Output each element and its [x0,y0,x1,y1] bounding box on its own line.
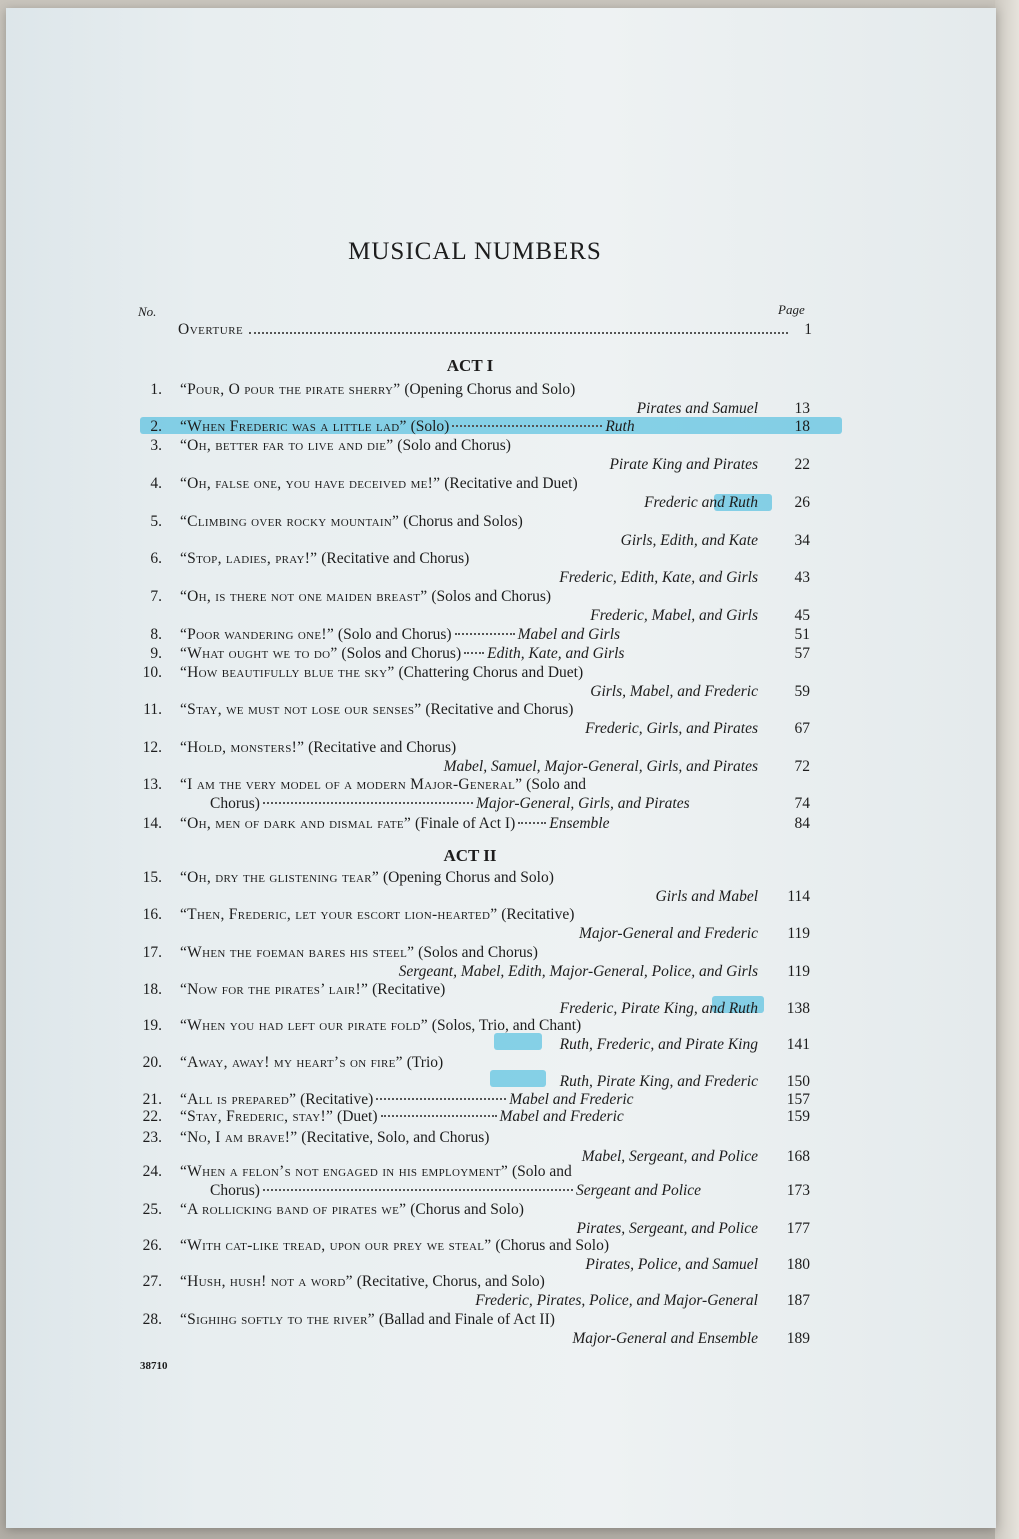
dot-leader [376,1098,506,1100]
entry-performers-line [585,719,758,738]
entry-description: (Solo) [406,418,450,435]
highlight-ruth-20 [490,1070,546,1087]
entry-performers: Pirate King and Pirates [609,456,758,473]
entry-title-line [180,1016,581,1035]
entry-performers: Frederic and Ruth [644,494,758,511]
entry-performers-line [560,999,758,1018]
entry-title-line [180,1310,555,1329]
entry-number: 7. [150,588,162,605]
entry-performers-line [656,887,758,906]
entry-title-line [180,1236,609,1255]
entry-title: “A rollicking band of pirates we” [180,1201,407,1218]
entry-performers-line [399,962,758,981]
entry-title: “When Frederic was a little lad” [180,418,407,435]
entry-performers: Major-General and Ensemble [572,1330,758,1347]
entry-number: 4. [150,475,162,492]
entry-performers: Ensemble [549,815,610,832]
entry-title-line [180,644,624,663]
entry-title: “All is prepared” [180,1091,297,1108]
entry-description: (Solo and [522,776,586,793]
act-2-heading: ACT II [443,846,497,865]
entry-performers: Pirates and Samuel [636,400,758,417]
entry-page: 74 [794,795,810,812]
entry-performers-line [637,399,758,418]
entry-title: “When the foeman bares his steel” [180,944,415,961]
entry-title-line [180,905,574,924]
entry-description: (Solos and Chorus) [337,645,462,662]
entry-performers: Sergeant, Mabel, Edith, Major-General, Police, and Girls [398,963,758,980]
entry-page: 34 [794,532,810,549]
entry-page: 72 [794,758,810,775]
catalog-code: 38710 [140,1360,168,1372]
entry-performers-line [572,1329,758,1348]
entry-title-line [180,512,523,531]
entry-number: 28. [142,1311,162,1328]
entry-performers-line [585,1255,758,1274]
entry-performers-line [579,924,758,943]
entry-number: 2. [150,418,162,435]
entry-performers: Mabel and Frederic [499,1108,624,1125]
entry-title-line [180,943,538,962]
entry-page: 13 [794,400,810,417]
entry-number: 6. [150,550,162,567]
entry-title-line [180,1128,489,1147]
dot-leader [263,1189,573,1191]
entry-continuation: Chorus) [210,795,260,812]
dot-leader [263,802,473,804]
page-edge [995,0,1019,1539]
entry-description: (Ballad and Finale of Act II) [375,1311,555,1328]
entry-performers: Ruth, Pirate King, and Frederic [559,1073,758,1090]
entry-number: 24. [142,1163,162,1180]
entry-number: 23. [142,1129,162,1146]
entry-performers: Pirates, Sergeant, and Police [576,1220,758,1237]
entry-performers-line [560,1035,758,1054]
entry-description: (Recitative) [296,1091,374,1108]
entry-title: “Stop, ladies, pray!” [180,550,318,567]
entry-description: (Recitative and Chorus) [421,701,574,718]
entry-number: 1. [150,381,162,398]
entry-title: “Pour, O pour the pirate sherry” [180,381,401,398]
entry-description: (Recitative) [368,981,446,998]
entry-number: 15. [142,869,162,886]
entry-number: 14. [142,815,162,832]
entry-performers: Major-General, Girls, and Pirates [475,795,690,812]
entry-description: (Opening Chorus and Solo) [379,869,554,886]
entry-number: 12. [142,739,162,756]
entry-page: 177 [786,1220,810,1237]
entry-page: 150 [786,1073,810,1090]
entry-title: “When you had left our pirate fold” [180,1017,428,1034]
dot-leader [381,1115,497,1117]
entry-title-line [180,700,573,719]
entry-performers: Edith, Kate, and Girls [487,645,625,662]
entry-title-line [180,1107,624,1126]
entry-title: “What ought we to do” [180,645,338,662]
entry-description: (Chorus and Solos) [399,513,523,530]
entry-performers: Ruth, Frederic, and Pirate King [559,1036,758,1053]
entry-title: “Oh, false one, you have deceived me!” [180,475,441,492]
entry-title: “Now for the pirates’ lair!” [180,981,369,998]
entry-description: (Recitative) [497,906,575,923]
entry-title-line [180,980,445,999]
dot-leader [518,822,546,824]
entry-performers: Frederic, Mabel, and Girls [590,607,758,624]
entry-page: 57 [794,645,810,662]
entry-performers: Frederic, Edith, Kate, and Girls [559,569,758,586]
entry-title-line [180,436,511,455]
entry-performers: Sergeant and Police [575,1182,702,1199]
entry-title-line [180,1272,545,1291]
entry-number: 21. [142,1091,162,1108]
entry-number: 16. [142,906,162,923]
entry-number: 11. [143,701,162,718]
dot-leader [452,425,602,427]
entry-title: “Climbing over rocky mountain” [180,513,400,530]
entry-performers: Frederic, Pirate King, and Ruth [559,1000,758,1017]
entry-title-line [180,549,469,568]
entry-title-line [180,587,551,606]
entry-description: (Duet) [333,1108,378,1125]
entry-number: 18. [142,981,162,998]
entry-performers-line [475,1291,758,1310]
entry-performers-line [444,757,758,776]
entry-performers-line [621,531,758,550]
entry-title-line [180,1053,443,1072]
entry-title-line [180,625,620,644]
entry-page: 67 [794,720,810,737]
entry-page: 119 [787,963,810,980]
entry-title-line [180,1200,524,1219]
entry-description: (Recitative, Chorus, and Solo) [352,1273,545,1290]
entry-description: (Chattering Chorus and Duet) [394,664,584,681]
entry-title: “Stay, we must not lose our senses” [180,701,422,718]
entry-title-line [180,380,575,399]
entry-performers-line [644,493,758,512]
entry-page: 51 [794,626,810,643]
entry-number: 13. [142,776,162,793]
entry-page: 138 [786,1000,810,1017]
entry-performers: Mabel, Sergeant, and Police [581,1148,758,1165]
entry-page: 189 [786,1330,810,1347]
entry-performers: Mabel and Frederic [509,1091,634,1108]
entry-page: 114 [787,888,810,905]
entry-title: “Oh, better far to live and die” [180,437,394,454]
highlight-ruth-19 [494,1033,542,1050]
entry-title-line [180,775,586,794]
entry-description: (Solo and Chorus) [393,437,511,454]
entry-performers: Ruth [605,418,635,435]
dot-leader [249,321,788,334]
entry-title-line [180,474,578,493]
entry-performers-line [560,1072,758,1091]
entry-title: “Oh, is there not one maiden breast” [180,588,428,605]
column-header-page: Page [778,302,805,317]
entry-performers: Mabel and Girls [517,626,621,643]
entry-description: (Finale of Act I) [411,815,516,832]
entry-continuation: Chorus) [210,1182,260,1199]
entry-performers-line [559,568,758,587]
entry-title: “How beautifully blue the sky” [180,664,395,681]
entry-title-line [180,1162,572,1181]
entry-performers: Girls, Mabel, and Frederic [590,683,758,700]
act-1-heading: ACT I [446,356,494,375]
overture-page: 1 [804,321,812,338]
entry-number: 17. [142,944,162,961]
entry-title: “Stay, Frederic, stay!” [180,1108,334,1125]
entry-title: “Poor wandering one!” [180,626,335,643]
entry-page: 168 [786,1148,810,1165]
entry-title-line [180,738,456,757]
entry-title-line [180,417,635,436]
entry-description: (Chorus and Solo) [491,1237,610,1254]
entry-title-line [180,868,554,887]
entry-title: “Oh, men of dark and dismal fate” [180,815,412,832]
entry-description: (Recitative, Solo, and Chorus) [297,1129,490,1146]
entry-performers: Frederic, Girls, and Pirates [585,720,758,737]
entry-number: 26. [142,1237,162,1254]
entry-number: 25. [142,1201,162,1218]
entry-number: 9. [150,645,162,662]
entry-page: 22 [794,456,810,473]
entry-performers-line [609,455,758,474]
entry-title: “Hold, monsters!” [180,739,305,756]
entry-page: 26 [794,494,810,511]
entry-description: (Trio) [402,1054,444,1071]
entry-number: 10. [142,664,162,681]
entry-number: 8. [150,626,162,643]
entry-page: 59 [794,683,810,700]
entry-title: “When a felon’s not engaged in his employment” [180,1163,509,1180]
entry-page: 159 [786,1108,810,1125]
overture-row [178,321,812,339]
entry-page: 180 [786,1256,810,1273]
entry-title: “Oh, dry the glistening tear” [180,869,380,886]
entry-continuation-line [210,794,690,813]
entry-performers: Pirates, Police, and Samuel [585,1256,758,1273]
entry-description: (Solos, Trio, and Chant) [427,1017,582,1034]
entry-continuation-line [210,1181,701,1200]
entry-page: 45 [794,607,810,624]
entry-description: (Recitative and Chorus) [317,550,470,567]
entry-description: (Opening Chorus and Solo) [400,381,576,398]
entry-title-line [180,814,610,833]
entry-page: 187 [786,1292,810,1309]
entry-title: “Hush, hush! not a word” [180,1273,353,1290]
entry-title: “Then, Frederic, let your escort lion-hearted” [180,906,498,923]
entry-description: (Solo and [508,1163,572,1180]
entry-number: 20. [142,1054,162,1071]
entry-description: (Solo and Chorus) [334,626,452,643]
entry-performers: Girls and Mabel [655,888,758,905]
entry-description: (Solos and Chorus) [427,588,552,605]
overture-label: Overture [178,321,244,338]
entry-description: (Recitative and Chorus) [304,739,457,756]
entry-title: “No, I am brave!” [180,1129,298,1146]
entry-performers: Girls, Edith, and Kate [620,532,758,549]
dot-leader [464,652,484,654]
entry-number: 22. [142,1108,162,1125]
entry-performers-line [590,606,758,625]
entry-page: 141 [786,1036,810,1053]
dot-leader [455,633,515,635]
column-header-no: No. [138,304,157,319]
entry-number: 5. [150,513,162,530]
entry-title-line [180,663,583,682]
entry-performers-line [590,682,758,701]
entry-page: 173 [786,1182,810,1199]
entry-performers: Mabel, Samuel, Major-General, Girls, and Pirates [443,758,758,775]
entry-page: 157 [786,1091,810,1108]
entry-description: (Chorus and Solo) [406,1201,524,1218]
entry-number: 19. [142,1017,162,1034]
page-title: MUSICAL NUMBERS [348,238,602,265]
entry-page: 43 [794,569,810,586]
entry-performers: Major-General and Frederic [578,925,758,942]
entry-page: 18 [794,418,810,435]
entry-performers: Frederic, Pirates, Police, and Major-General [475,1292,758,1309]
entry-title: “Sighihg softly to the river” [180,1311,375,1328]
entry-number: 3. [150,437,162,454]
entry-title: “I am the very model of a modern Major-General” [180,776,523,793]
entry-number: 27. [142,1273,162,1290]
entry-page: 119 [787,925,810,942]
entry-title: “With cat-like tread, upon our prey we steal” [180,1237,492,1254]
entry-page: 84 [794,815,810,832]
entry-title: “Away, away! my heart’s on fire” [180,1054,403,1071]
entry-description: (Solos and Chorus) [414,944,538,961]
entry-performers-line [582,1147,758,1166]
entry-description: (Recitative and Duet) [440,475,578,492]
